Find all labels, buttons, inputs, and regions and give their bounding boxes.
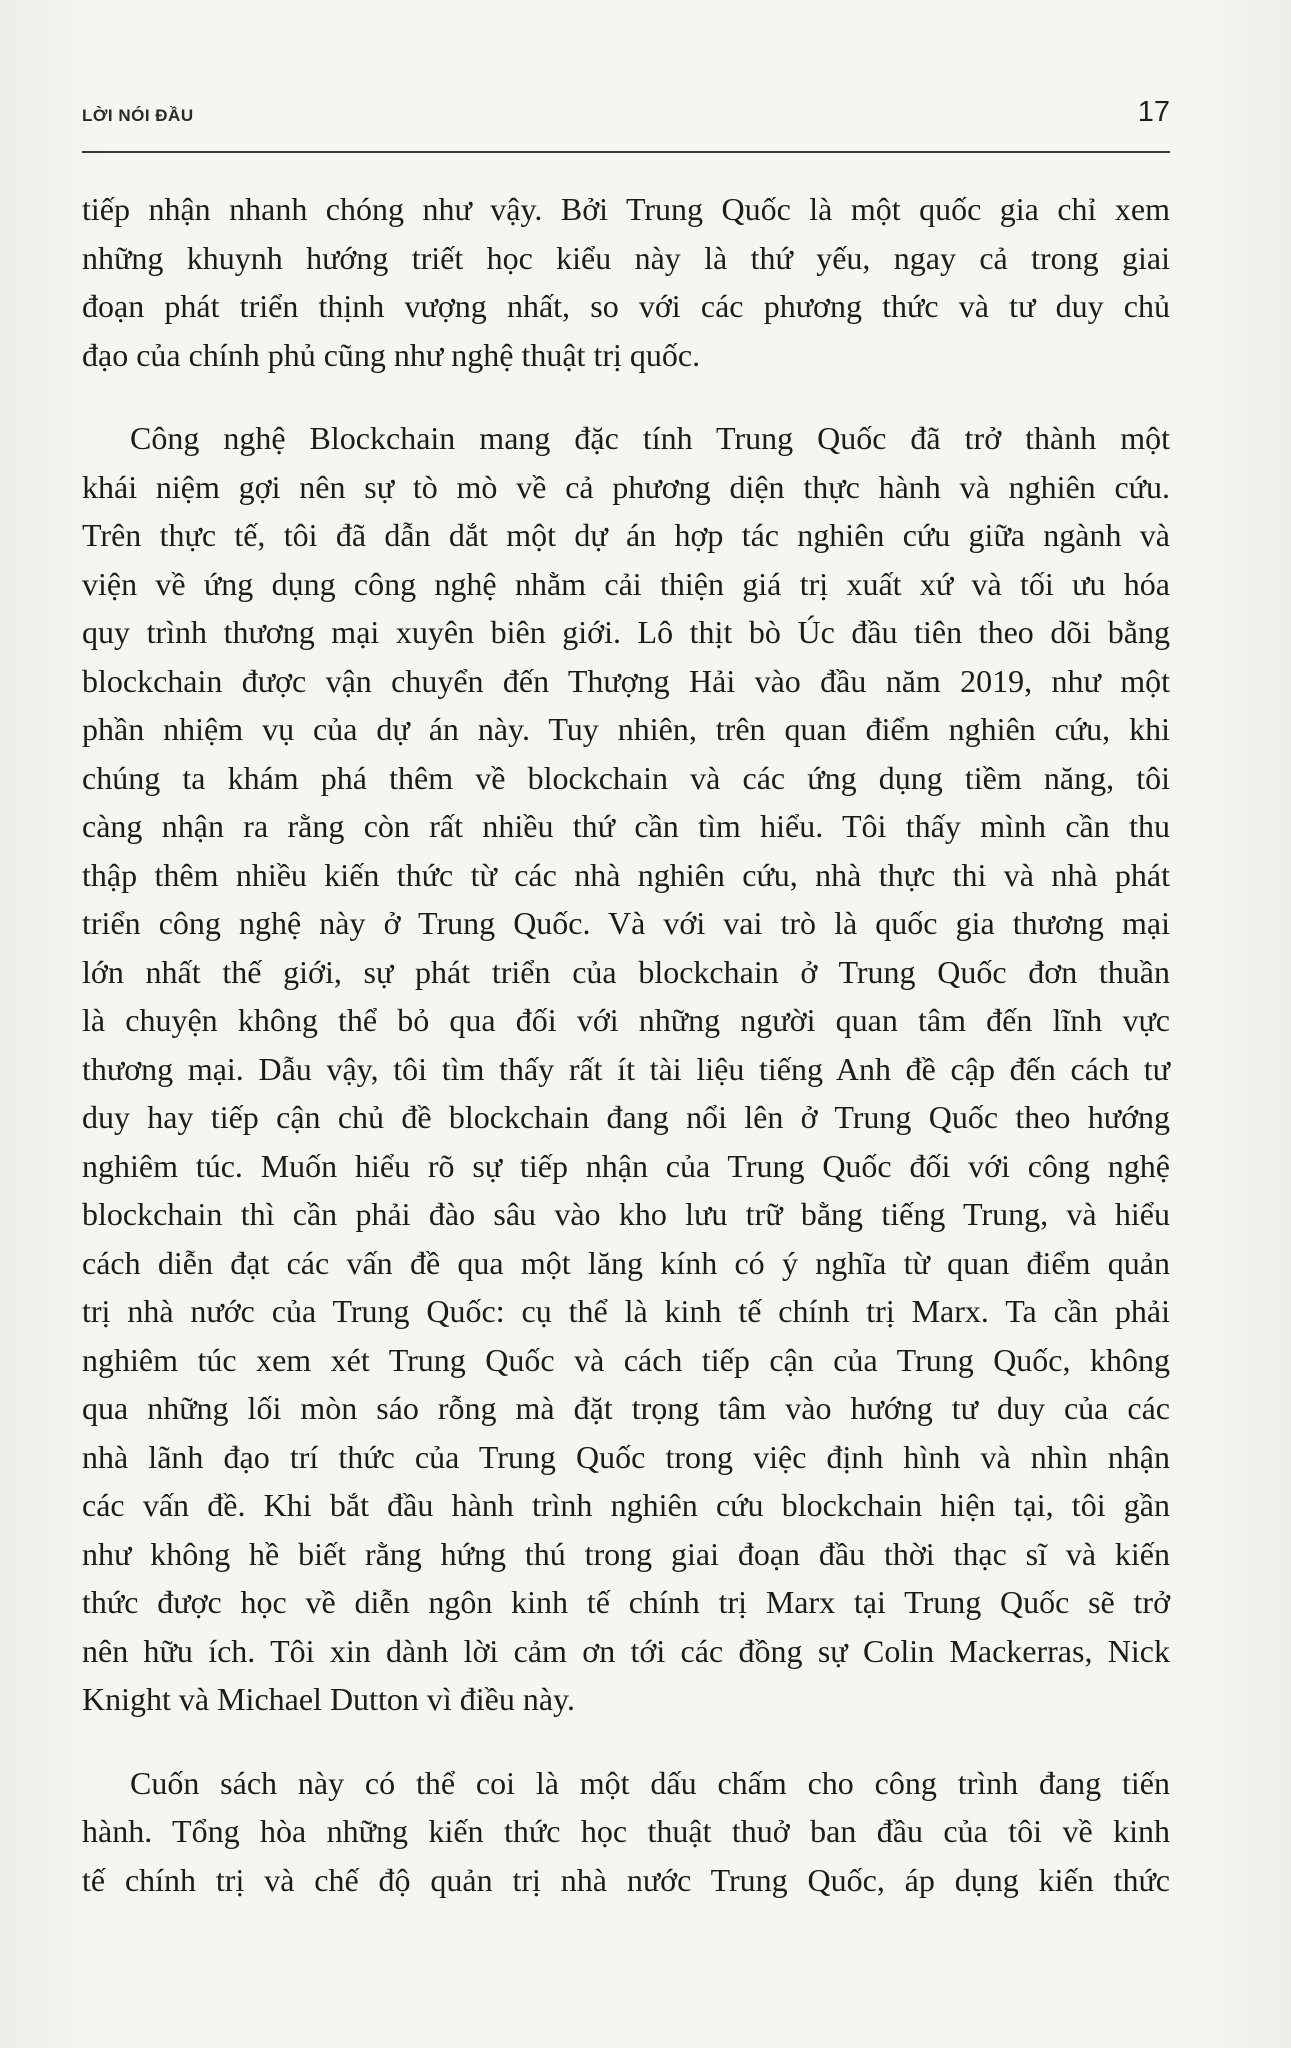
body-text (82, 185, 1170, 1904)
paragraph-gap (82, 379, 1170, 414)
text-line: viện về ứng dụng công nghệ nhằm cải thiện giá trị xuất xứ và tối ưu hóa (82, 565, 1170, 602)
text-line: càng nhận ra rằng còn rất nhiều thứ cần tìm hiểu. Tôi thấy mình cần thu (82, 808, 1170, 844)
text-line: thập thêm nhiều kiến thức từ các nhà nghiên cứu, nhà thực thi và nhà phát (82, 856, 1170, 893)
text-line: thương mại. Dẫu vậy, tôi tìm thấy rất ít tài liệu tiếng Anh đề cập đến cách tư (82, 1050, 1170, 1087)
header-rule (82, 151, 1170, 153)
text-line: blockchain thì cần phải đào sâu vào kho lưu trữ bằng tiếng Trung, và hiểu (82, 1196, 1170, 1232)
text-line: tiếp nhận nhanh chóng như vậy. Bởi Trung Quốc là một quốc gia chỉ xem (82, 191, 1170, 227)
text-line: hành. Tổng hòa những kiến thức học thuật thuở ban đầu của tôi về kinh (82, 1813, 1170, 1849)
text-line: là chuyện không thể bỏ qua đối với những người quan tâm đến lĩnh vực (82, 1002, 1170, 1038)
page-number: 17 (1137, 96, 1170, 128)
paragraph-1 (82, 185, 1170, 379)
running-head: LỜI NÓI ĐẦU (82, 106, 194, 125)
text-line: những khuynh hướng triết học kiểu này là thứ yếu, ngay cả trong giai (82, 239, 1170, 276)
text-line: Công nghệ Blockchain mang đặc tính Trung Quốc đã trở thành một (130, 420, 1170, 456)
text-line: chúng ta khám phá thêm về blockchain và các ứng dụng tiềm năng, tôi (82, 759, 1170, 796)
text-line: blockchain được vận chuyển đến Thượng Hải vào đầu năm 2019, như một (82, 662, 1170, 699)
paragraph-2 (82, 414, 1170, 1724)
text-line: nên hữu ích. Tôi xin dành lời cảm ơn tới các đồng sự Colin Mackerras, Nick (82, 1632, 1170, 1669)
text-line: nghiêm túc xem xét Trung Quốc và cách tiếp cận của Trung Quốc, không (82, 1341, 1170, 1378)
text-line: khái niệm gợi nên sự tò mò về cả phương diện thực hành và nghiên cứu. (82, 468, 1170, 505)
text-line: Knight và Michael Dutton vì điều này. (82, 1681, 575, 1717)
paragraph-3 (82, 1759, 1170, 1905)
text-line: cách diễn đạt các vấn đề qua một lăng kính có ý nghĩa từ quan điểm quản (82, 1244, 1170, 1281)
text-line: đạo của chính phủ cũng như nghệ thuật trị quốc. (82, 336, 701, 373)
text-line: Cuốn sách này có thể coi là một dấu chấm cho công trình đang tiến (130, 1764, 1170, 1801)
text-line: đoạn phát triển thịnh vượng nhất, so với các phương thức và tư duy chủ (82, 288, 1170, 324)
text-line: như không hề biết rằng hứng thú trong giai đoạn đầu thời thạc sĩ và kiến (82, 1535, 1170, 1572)
text-line: quy trình thương mại xuyên biên giới. Lô thịt bò Úc đầu tiên theo dõi bằng (82, 614, 1170, 650)
text-line: triển công nghệ này ở Trung Quốc. Và với vai trò là quốc gia thương mại (82, 905, 1170, 941)
text-line: Trên thực tế, tôi đã dẫn dắt một dự án hợp tác nghiên cứu giữa ngành và (82, 517, 1170, 553)
text-line: trị nhà nước của Trung Quốc: cụ thể là kinh tế chính trị Marx. Ta cần phải (82, 1293, 1170, 1329)
page-header (82, 96, 1170, 156)
text-line: các vấn đề. Khi bắt đầu hành trình nghiên cứu blockchain hiện tại, tôi gần (82, 1487, 1170, 1523)
text-line: nghiêm túc. Muốn hiểu rõ sự tiếp nhận của Trung Quốc đối với công nghệ (82, 1147, 1170, 1184)
paragraph-gap (82, 1724, 1170, 1759)
text-line: nhà lãnh đạo trí thức của Trung Quốc trong việc định hình và nhìn nhận (82, 1438, 1170, 1475)
text-line: tế chính trị và chế độ quản trị nhà nước Trung Quốc, áp dụng kiến thức (82, 1861, 1170, 1898)
text-line: lớn nhất thế giới, sự phát triển của blockchain ở Trung Quốc đơn thuần (82, 953, 1170, 990)
text-line: thức được học về diễn ngôn kinh tế chính trị Marx tại Trung Quốc sẽ trở (82, 1584, 1170, 1620)
text-line: qua những lối mòn sáo rỗng mà đặt trọng tâm vào hướng tư duy của các (82, 1390, 1170, 1426)
text-line: duy hay tiếp cận chủ đề blockchain đang nổi lên ở Trung Quốc theo hướng (82, 1099, 1170, 1135)
text-line: phần nhiệm vụ của dự án này. Tuy nhiên, trên quan điểm nghiên cứu, khi (82, 711, 1170, 747)
